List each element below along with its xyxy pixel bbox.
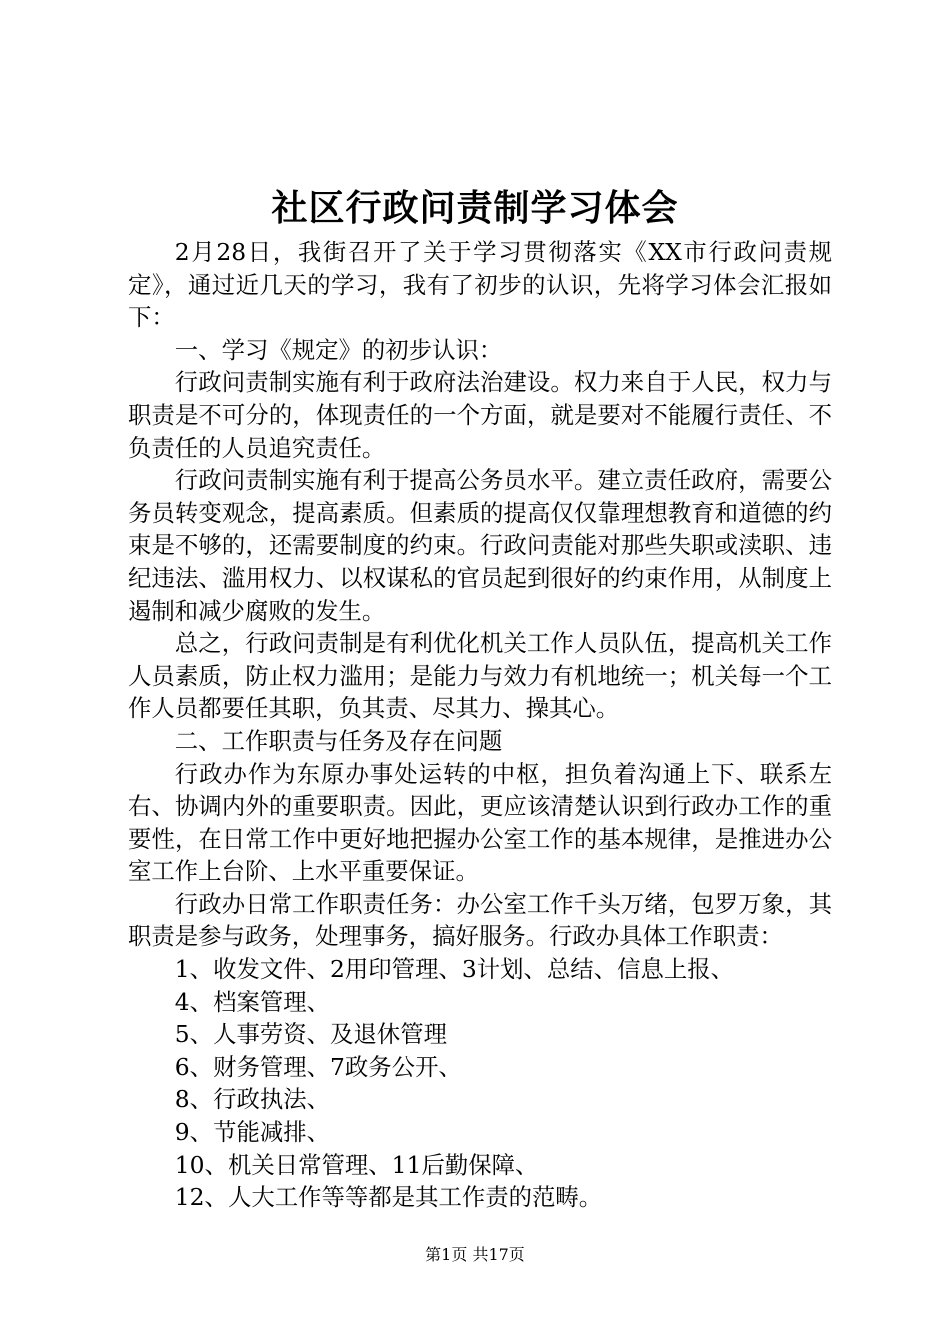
paragraph-intro: 2月28日，我街召开了关于学习贯彻落实《XX市行政问责规定》，通过近几天的学习，我有了初步的认识，先将学习体会汇报如下：	[128, 238, 832, 332]
list-item: 9、节能减排、	[174, 1118, 331, 1147]
page-number-footer: 第1页 共17页	[425, 1245, 525, 1264]
document-title: 社区行政问责制学习体会	[271, 187, 679, 229]
paragraph: 总之，行政问责制是有利优化机关工作人员队伍，提高机关工作人员素质，防止权力滥用；是能力与效力有机地统一；机关每一个工作人员都要任其职，负其责、尽其力、操其心。	[128, 629, 832, 723]
list-item: 4、档案管理、	[174, 987, 331, 1016]
list-item: 1、收发文件、2用印管理、3计划、总结、信息上报、	[174, 955, 735, 984]
list-item: 12、人大工作等等都是其工作责的范畴。	[174, 1183, 603, 1212]
section-heading-1: 一、学习《规定》的初步认识：	[174, 335, 503, 364]
list-item: 10、机关日常管理、11后勤保障、	[174, 1150, 539, 1179]
section-heading-2: 二、工作职责与任务及存在问题	[174, 726, 503, 755]
paragraph: 行政办日常工作职责任务：办公室工作千头万绪，包罗万象，其职责是参与政务，处理事务，搞好服务。行政办具体工作职责：	[128, 889, 832, 951]
paragraph: 行政问责制实施有利于政府法治建设。权力来自于人民，权力与职责是不可分的，体现责任的一个方面，就是要对不能履行责任、不负责任的人员追究责任。	[128, 368, 832, 462]
list-item: 8、行政执法、	[174, 1085, 331, 1114]
paragraph: 行政问责制实施有利于提高公务员水平。建立责任政府，需要公务员转变观念，提高素质。但素质的提高仅仅靠理想教育和道德的约束是不够的，还需要制度的约束。行政问责能对那些失职或渎职、违纪违法、滥用权力、以权谋私的官员起到很好的约束作用，从制度上遏制和减少腐败的发生。	[128, 466, 832, 625]
list-item: 5、人事劳资、及退休管理	[174, 1020, 447, 1049]
paragraph: 行政办作为东原办事处运转的中枢，担负着沟通上下、联系左右、协调内外的重要职责。因此，更应该清楚认识到行政办工作的重要性，在日常工作中更好地把握办公室工作的基本规律，是推进办公室工作上台阶、上水平重要保证。	[128, 759, 832, 886]
document-body	[128, 236, 832, 1214]
list-item: 6、财务管理、7政务公开、	[174, 1052, 462, 1081]
